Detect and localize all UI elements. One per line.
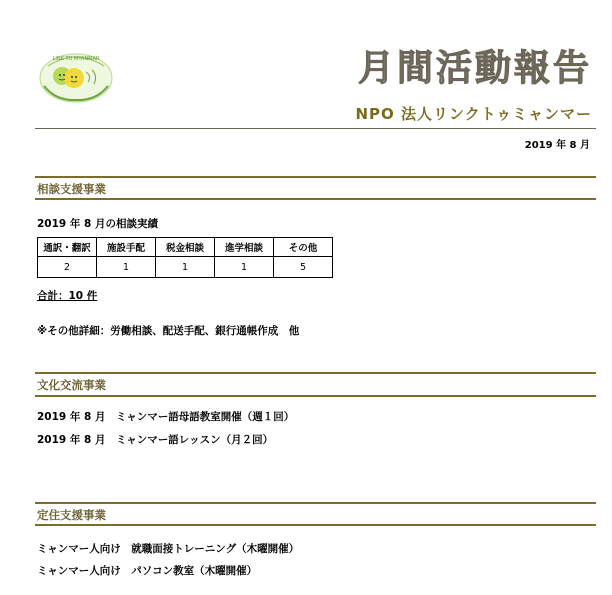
- section-heading-culture: 文化交流事業: [37, 378, 106, 392]
- section-heading-settlement: 定住支援事業: [37, 508, 106, 522]
- table-cell: 5: [274, 257, 333, 278]
- list-item: ミャンマー人向け 就職面接トレーニング（木曜開催）: [37, 543, 300, 555]
- table-cell: 1: [215, 257, 274, 278]
- table-header-cell: 進学相談: [215, 238, 274, 257]
- table-cell: 2: [38, 257, 97, 278]
- list-item: 2019 年 8 月 ミャンマー語レッスン（月２回）: [37, 434, 274, 446]
- list-item: 2019 年 8 月 ミャンマー語母語教室開催（週１回）: [37, 411, 295, 423]
- header-divider: [35, 128, 596, 129]
- section-divider: [35, 198, 596, 200]
- logo-yellow-circle: [64, 68, 84, 88]
- report-date: 2019 年 8 月: [524, 140, 590, 151]
- table-header-row: [38, 238, 333, 257]
- consultation-table: [37, 237, 333, 278]
- logo-text: LINK TO MYANMAR: [52, 56, 100, 62]
- page-title: 月間活動報告: [357, 48, 592, 89]
- list-item: ミャンマー人向け パソコン教室（木曜開催）: [37, 565, 258, 577]
- section-divider: [35, 395, 596, 397]
- consultation-note: ※その他詳細：労働相談、配送手配、銀行通帳作成 他: [37, 325, 300, 337]
- section-heading-consultation: 相談支援事業: [37, 182, 106, 196]
- organization-name: NPO 法人リンクトゥミャンマー: [355, 105, 592, 123]
- section-divider: [35, 372, 596, 374]
- table-header-cell: 施設手配: [97, 238, 156, 257]
- table-cell: 1: [156, 257, 215, 278]
- section-divider: [35, 176, 596, 178]
- table-header-cell: 通訳・翻訳: [38, 238, 97, 257]
- consultation-total: 合計：10 件: [37, 290, 98, 302]
- table-cell: 1: [97, 257, 156, 278]
- consultation-subtitle: 2019 年 8 月の相談実績: [37, 218, 158, 230]
- table-header-cell: その他: [274, 238, 333, 257]
- organization-logo: [36, 46, 116, 106]
- section-divider: [35, 524, 596, 526]
- table-row: [38, 257, 333, 278]
- section-divider: [35, 502, 596, 504]
- table-header-cell: 税金相談: [156, 238, 215, 257]
